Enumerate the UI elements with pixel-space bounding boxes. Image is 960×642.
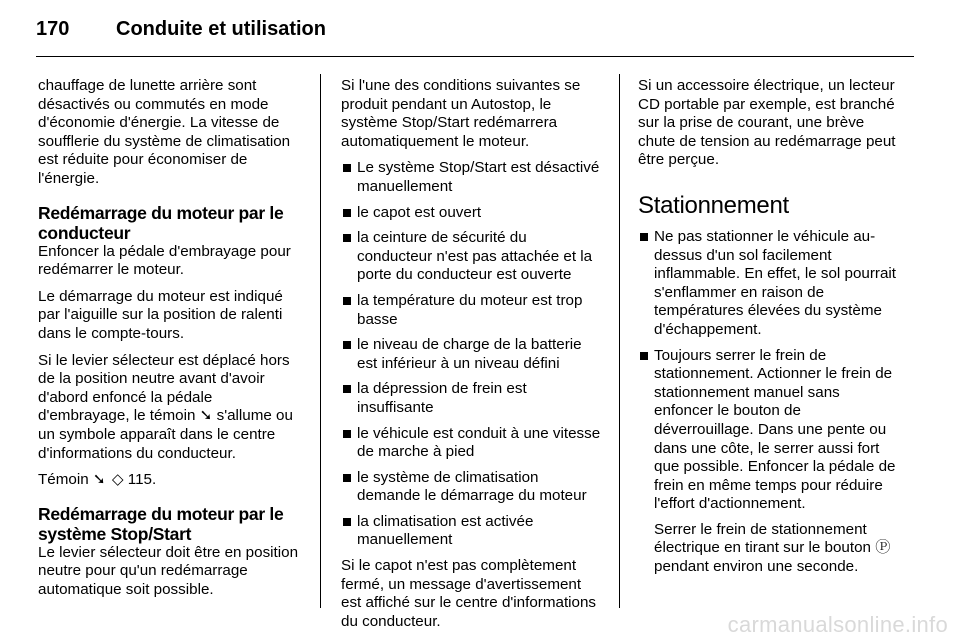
paragraph-text: pendant environ une seconde. <box>654 558 859 576</box>
bullet-square-icon <box>343 209 351 217</box>
list-item: la dépression de frein est insuffisante <box>341 380 603 417</box>
list-item: la climatisation est activée manuellement <box>341 513 603 550</box>
bullet-square-icon <box>640 352 648 360</box>
column-2 <box>341 77 603 639</box>
bullet-square-icon <box>343 385 351 393</box>
paragraph: chauffage de lunette arrière sont désactivés ou commutés en mode d'économie d'énergie. La vitesse de soufflerie du système de climatisation est réduite pour économiser de l'énergie. <box>38 77 291 187</box>
page-number: 170 <box>36 18 70 40</box>
watermark: carmanualsonline.info <box>727 612 948 637</box>
parking-brake-icon: Ⓟ <box>875 539 891 557</box>
bullet-square-icon <box>343 164 351 172</box>
clutch-warning-icon: ➘ <box>92 471 106 489</box>
section-heading: Redémarrage du moteur par le système Stop/Start <box>38 503 284 544</box>
bullet-square-icon <box>640 233 648 241</box>
paragraph: Si l'une des conditions suivantes se produit pendant un Autostop, le système Stop/Start redémarrera automatiquement le moteur. <box>341 77 581 150</box>
list-item: le capot est ouvert <box>341 204 603 223</box>
list-item: Toujours serrer le frein de stationnement. Actionner le frein de stationnement manuel sans enfoncer le bouton de déverrouillage. Dans une pente ou dans une côte, le serrer aussi fort que possible. Enfoncer la pédale de frein en même temps pour réduire l'effort d'actionnement. <box>638 347 902 514</box>
list-item: le niveau de charge de la batterie est inférieur à un niveau défini <box>341 336 603 373</box>
condition-list <box>341 159 603 550</box>
list-item: la température du moteur est trop basse <box>341 292 603 329</box>
list-item: le véhicule est conduit à une vitesse de marche à pied <box>341 425 603 462</box>
chapter-heading: Stationnement <box>638 191 789 219</box>
bullet-square-icon <box>343 518 351 526</box>
parking-list <box>638 228 902 514</box>
paragraph: Si un accessoire électrique, un lecteur CD portable par exemple, est branché sur la prise de courant, une brève chute de tension au redémarrage peut être perçue. <box>638 77 896 169</box>
column-divider <box>320 74 321 608</box>
paragraph <box>638 521 902 577</box>
paragraph-text: Témoin <box>38 471 89 489</box>
page-reference-link[interactable]: 115. <box>127 471 157 489</box>
paragraph <box>38 471 306 490</box>
paragraph: Enfoncer la pédale d'embrayage pour redémarrer le moteur. <box>38 242 291 279</box>
paragraph: Le levier sélecteur doit être en position neutre pour qu'un redémarrage automatique soit possible. <box>38 543 299 598</box>
clutch-warning-icon: ➘ <box>199 407 213 425</box>
column-divider <box>619 74 620 608</box>
list-item: Ne pas stationner le véhicule au-dessus d'un sol facilement inflammable. En effet, le sol pourrait s'enflammer en raison de températures élevées du système d'échappement. <box>638 228 902 340</box>
page-header <box>36 16 914 56</box>
page-title: Conduite et utilisation <box>116 18 326 40</box>
bullet-square-icon <box>343 297 351 305</box>
bullet-square-icon <box>343 234 351 242</box>
page-reference-icon: ◇ <box>111 471 124 489</box>
bullet-square-icon <box>343 341 351 349</box>
paragraph: Le démarrage du moteur est indiqué par l'aiguille sur la position de ralenti dans le compte-tours. <box>38 287 283 342</box>
header-rule <box>36 56 914 57</box>
bullet-square-icon <box>343 430 351 438</box>
paragraph: Si le capot n'est pas complètement fermé, un message d'avertissement est affiché sur le centre d'informations du conducteur. <box>341 557 597 630</box>
bullet-square-icon <box>343 474 351 482</box>
paragraph-text: Serrer le frein de stationnement électrique en tirant sur le bouton <box>654 520 871 557</box>
section-heading: Redémarrage du moteur par le conducteur <box>38 202 284 243</box>
column-1 <box>38 77 306 607</box>
list-item: le système de climatisation demande le démarrage du moteur <box>341 469 603 506</box>
list-item: la ceinture de sécurité du conducteur n'est pas attachée et la porte du conducteur est ouverte <box>341 229 603 285</box>
list-item: Le système Stop/Start est désactivé manuellement <box>341 159 603 196</box>
paragraph-text: s'allume ou un symbole apparaît dans le centre d'informations du conducteur. <box>38 407 293 462</box>
paragraph <box>38 352 306 464</box>
paragraph-text: Si le levier sélecteur est déplacé hors de la position neutre avant d'avoir d'abord enfoncé la pédale d'embrayage, le témoin <box>38 351 290 425</box>
column-3 <box>638 77 902 585</box>
